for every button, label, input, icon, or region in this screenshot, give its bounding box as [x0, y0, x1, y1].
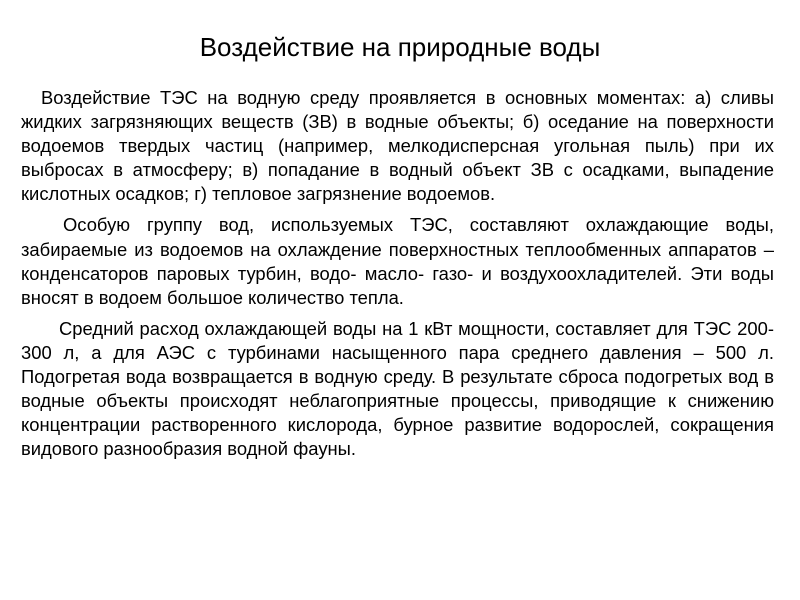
slide-body: [21, 86, 774, 461]
paragraph-water-impact: Воздействие ТЭС на водную среду проявляется в основных моментах: а) сливы жидких загрязняющих веществ (ЗВ) в водные объекты; б) оседание на поверхности водоемов твердых частиц (например, мелкодисперсная угольная пыль) при их выбросах в атмосферу; в) попадание в водный объект ЗВ с осадками, выпадение кислотных осадков; г) тепловое загрязнение водоемов.: [21, 87, 774, 205]
paragraph-cooling-water: Особую группу вод, используемых ТЭС, составляют охлаждающие воды, забираемые из водоемов на охлаждение поверхностных теплообменных аппаратов – конденсаторов паровых турбин, водо- масло- газо- и воздухоохладителей. Эти воды вносят в водоем большое количество тепла.: [21, 214, 774, 308]
paragraph-water-consumption: Средний расход охлаждающей воды на 1 кВт мощности, составляет для ТЭС 200-300 л, а для АЭС с турбинами насыщенного пара среднего давления – 500 л. Подогретая вода возвращается в водную среду. В результате сброса подогретых вод в водные объекты происходят неблагоприятные процессы, приводящие к снижению концентрации растворенного кислорода, бурное развитие водорослей, сокращения видового разнообразия водной фауны.: [21, 317, 774, 460]
slide-title: Воздействие на природные воды: [199, 32, 601, 62]
